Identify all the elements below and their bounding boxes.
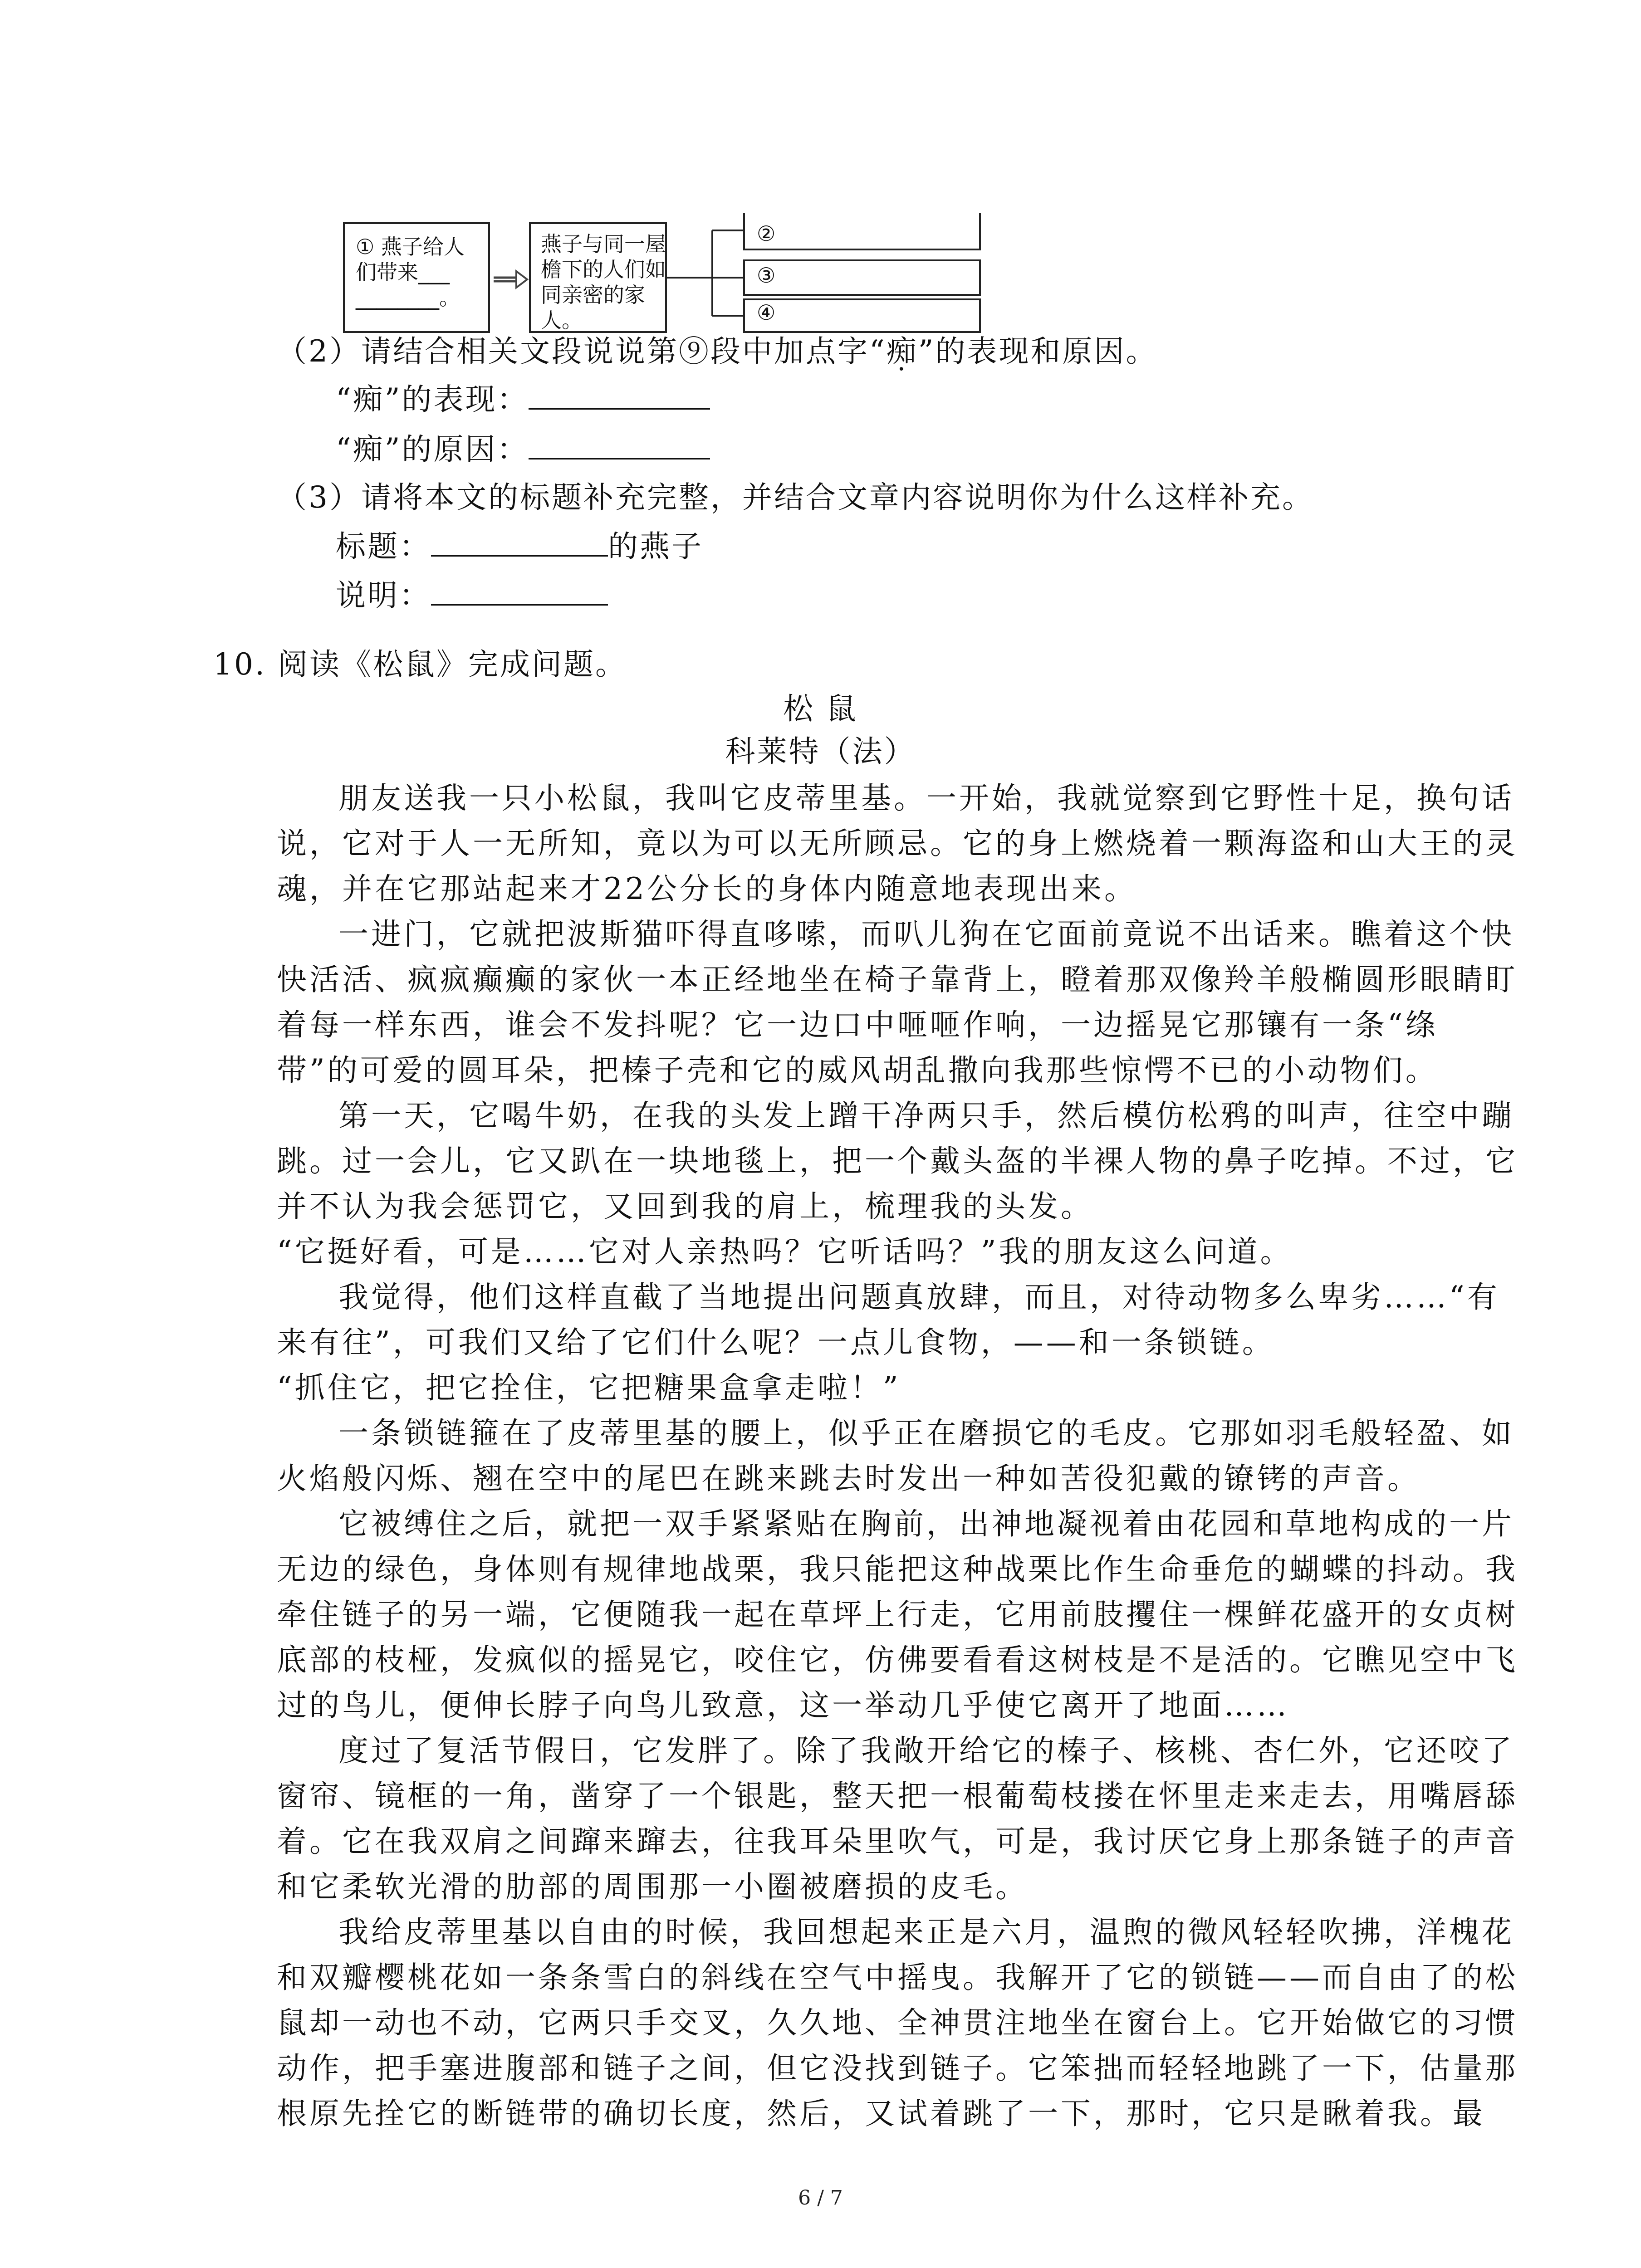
diagram-box-2-line: 燕子与同一屋 (541, 232, 666, 256)
diagram-box-1-line: ① 燕子给人 (356, 235, 465, 259)
article-paragraph (277, 1411, 1514, 1501)
title-blank[interactable] (431, 527, 608, 557)
answer-label: “痴”的原因： (336, 432, 529, 467)
article-paragraph (277, 1728, 1518, 1910)
paragraph-line: 度过了复活节假日，它发胖了。除了我敞开给它的榛子、核桃、杏仁外，它还咬了 (338, 1733, 1514, 1768)
article-paragraph (277, 1365, 1366, 1411)
paragraph-line: 鼠却一动也不动，它两只手交叉，久久地、全神贯注地坐在窗台上。它开始做它的习惯 (277, 2005, 1518, 2040)
question-diagram (336, 213, 998, 336)
paragraph-line: 火焰般闪烁、翘在空中的尾巴在跳来跳去时发出一种如苦役犯戴的镣铐的声音。 (277, 1461, 1420, 1496)
article-body (277, 776, 1518, 2136)
prompt-text: ”的表现和原因。 (918, 334, 1158, 369)
article-paragraph (277, 1093, 1518, 1229)
diagram-box-2-line: 檐下的人们如 (541, 257, 666, 282)
article-author: 科莱特（法） (725, 734, 916, 769)
question-2-prompt (277, 331, 1460, 372)
explain-blank[interactable] (431, 576, 608, 606)
paragraph-line: 无边的绿色，身体则有规律地战栗，我只能把这种战栗比作生命垂危的蝴蝶的抖动。我 (277, 1552, 1518, 1587)
paragraph-line: 说，它对于人一无所知，竟以为可以无所顾忌。它的身上燃烧着一颗海盗和山大王的灵 (277, 826, 1518, 861)
paragraph-line: 动作，把手塞进腹部和链子之间，但它没找到链子。它笨拙而轻轻地跳了一下，估量那 (277, 2051, 1518, 2086)
paragraph-line: 朋友送我一只小松鼠，我叫它皮蒂里基。一开始，我就觉察到它野性十足，换句话 (338, 781, 1514, 816)
paragraph-line: 着每一样东西，谁会不发抖呢？它一边口中咂咂作响，一边摇晃它那镶有一条“绦 (277, 1007, 1438, 1042)
article-paragraph (277, 1229, 1366, 1275)
article-paragraph (277, 776, 1518, 912)
article-paragraph (277, 1275, 1500, 1365)
diagram-slot-4[interactable]: ④ (757, 300, 776, 325)
answer-blank[interactable] (529, 430, 710, 459)
paragraph-line: 窗帘、镜框的一角，凿穿了一个银匙，整天把一根葡萄枝搂在怀里走来走去，用嘴唇舔 (277, 1779, 1518, 1813)
paragraph-line: 魂，并在它那站起来才22公分长的身体内随意地表现出来。 (277, 871, 1137, 906)
article-paragraph (277, 912, 1518, 1093)
answer-label: “痴”的表现： (336, 382, 529, 417)
answer-label: 说明： (336, 578, 431, 613)
paragraph-line: 牵住链子的另一端，它便随我一起在草坪上行走，它用前肢攫住一棵鲜花盛开的女贞树 (277, 1597, 1518, 1632)
paragraph-line: 我觉得，他们这样直截了当地提出问题真放肆，而且，对待动物多么卑劣……“有 (338, 1280, 1500, 1315)
paragraph-line: 来有往”，可我们又给了它们什么呢？一点儿食物，——和一条锁链。 (277, 1325, 1275, 1360)
article-paragraph (277, 1910, 1518, 2136)
paragraph-line: 和它柔软光滑的肋部的周围那一小圈被磨损的皮毛。 (277, 1869, 1028, 1904)
paragraph-line: 带”的可爱的圆耳朵，把榛子壳和它的威风胡乱撒向我那些惊愕不已的小动物们。 (277, 1053, 1438, 1088)
diagram-box-1-line: ________。 (356, 285, 460, 310)
paragraph-line: “它挺好看，可是……它对人亲热吗？它听话吗？”我的朋友这么问道。 (277, 1234, 1293, 1269)
paragraph-line: 快活活、疯疯癫癫的家伙一本正经地坐在椅子靠背上，瞪着那双像羚羊般椭圆形眼睛盯 (277, 962, 1518, 997)
paragraph-line: 根原先拴它的断链带的确切长度，然后，又试着跳了一下，那时，它只是瞅着我。最 (277, 2096, 1485, 2131)
paragraph-line: 跳。过一会儿，它又趴在一块地毯上，把一个戴头盔的半裸人物的鼻子吃掉。不过，它 (277, 1144, 1518, 1178)
answer-blank[interactable] (529, 380, 710, 410)
page-number: 6 / 7 (798, 2186, 843, 2209)
paragraph-line: 过的鸟儿，便伸长脖子向鸟儿致意，这一举动几乎使它离开了地面…… (277, 1688, 1289, 1723)
paragraph-line: 着。它在我双肩之间蹿来蹿去，往我耳朵里吹气，可是，我讨厌它身上那条链子的声音 (277, 1824, 1518, 1859)
question-2-answer-b (336, 429, 1460, 470)
prompt-text: （2）请结合相关文段说说第⑨段中加点字“ (277, 334, 887, 369)
question-3-title-row (336, 526, 1460, 567)
diagram-box-1-line: 们带来___ (356, 260, 450, 284)
paragraph-line: 我给皮蒂里基以自由的时候，我回想起来正是六月，温煦的微风轻轻吹拂，洋槐花 (338, 1915, 1514, 1950)
question-10-prompt: 10. 阅读《松鼠》完成问题。 (213, 647, 627, 682)
paragraph-line: 一条锁链箍在了皮蒂里基的腰上，似乎正在磨损它的毛皮。它那如羽毛般轻盈、如 (338, 1416, 1514, 1451)
article-title: 松 鼠 (783, 691, 858, 726)
diagram-box-2 (530, 223, 666, 332)
question-2-answer-a (336, 379, 1460, 420)
paragraph-line: 并不认为我会惩罚它，又回到我的肩上，梳理我的头发。 (277, 1189, 1093, 1224)
dotted-character: 痴 (886, 334, 918, 369)
paragraph-line: “抓住它，把它拴住，它把糖果盒拿走啦！” (277, 1370, 901, 1405)
article-paragraph (277, 1501, 1518, 1728)
question-3-explain-row (336, 575, 1460, 616)
diagram-slot-2[interactable]: ② (757, 221, 776, 246)
paragraph-line: 第一天，它喝牛奶，在我的头发上蹭干净两只手，然后模仿松鸦的叫声，往空中蹦 (338, 1098, 1514, 1133)
diagram-box-2-line: 同亲密的家人。 (541, 283, 645, 332)
paragraph-line: 一进门，它就把波斯猫吓得直哆嗦，而叭儿狗在它面前竟说不出话来。瞧着这个快 (338, 917, 1514, 952)
title-suffix: 的燕子 (608, 529, 703, 564)
diagram-box-1 (344, 223, 489, 332)
answer-label: 标题： (336, 529, 431, 564)
question-3-prompt: （3）请将本文的标题补充完整，并结合文章内容说明你为什么这样补充。 (277, 480, 1314, 515)
diagram-slot-3[interactable]: ③ (757, 263, 776, 288)
paragraph-line: 它被缚住之后，就把一双手紧紧贴在胸前，出神地凝视着由花园和草地构成的一片 (338, 1506, 1514, 1541)
paragraph-line: 和双瓣樱桃花如一条条雪白的斜线在空气中摇曳。我解开了它的锁链——而自由了的松 (277, 1960, 1518, 1995)
paragraph-line: 底部的枝桠，发疯似的摇晃它，咬住它，仿佛要看看这树枝是不是活的。它瞧见空中飞 (277, 1642, 1518, 1677)
